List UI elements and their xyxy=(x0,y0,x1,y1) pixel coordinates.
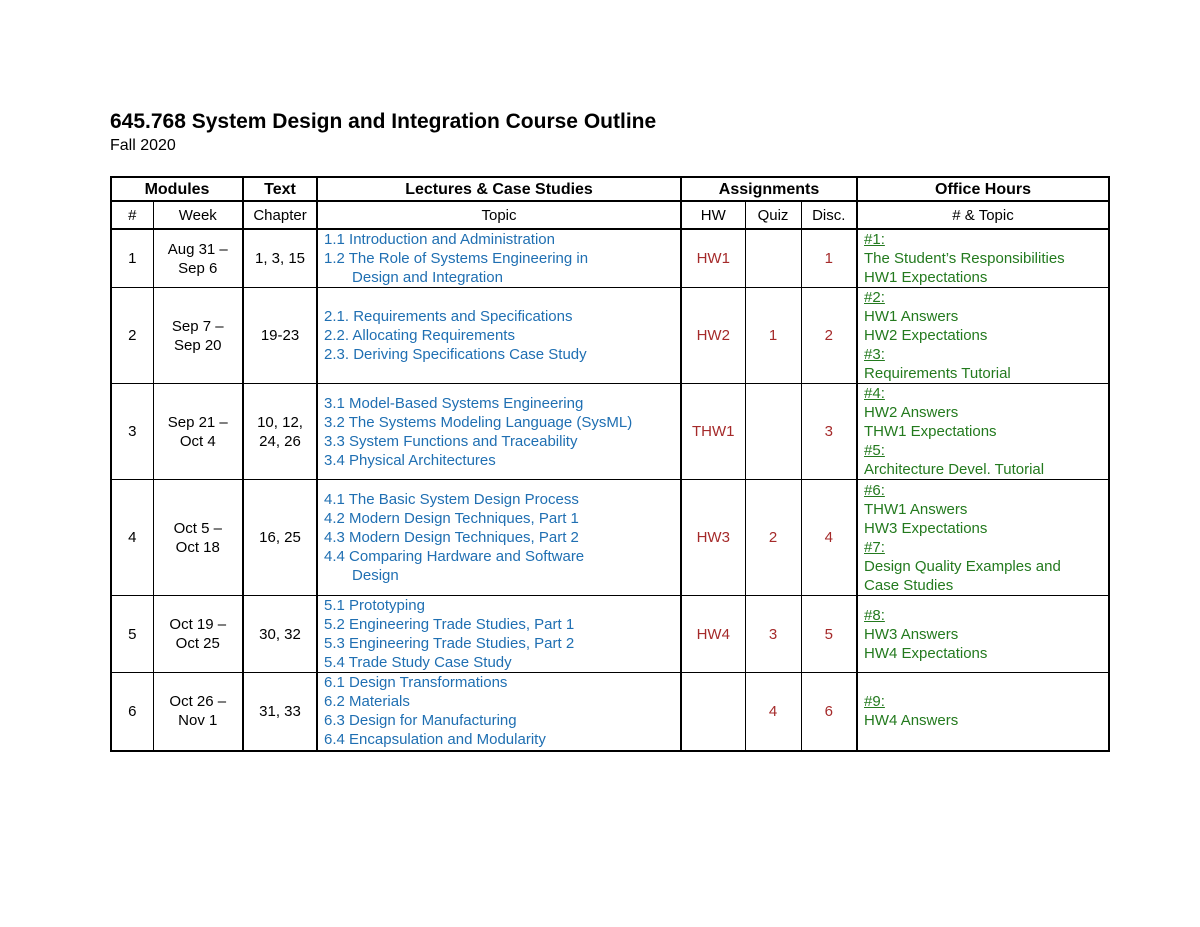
module-number: 4 xyxy=(111,480,153,596)
lecture-topic: 6.3 Design for Manufacturing xyxy=(324,712,517,730)
office-hours-line: HW4 Answers xyxy=(864,712,959,730)
week-line: Sep 7 – xyxy=(171,317,224,335)
lecture-topic: 4.2 Modern Design Techniques, Part 1 xyxy=(324,510,579,527)
text-chapters xyxy=(243,384,317,480)
quiz-cell xyxy=(745,229,801,288)
table-row xyxy=(111,384,1109,480)
office-hours-cell xyxy=(857,596,1109,673)
chapter-line: 31, 33 xyxy=(259,702,301,720)
office-hours-line: #2: xyxy=(864,289,885,306)
discussion-cell: 1 xyxy=(801,229,857,288)
week-line: Oct 25 xyxy=(175,635,220,652)
week-line: Aug 31 – xyxy=(167,240,228,258)
module-week xyxy=(153,288,243,384)
lecture-topics xyxy=(317,288,681,384)
table-row xyxy=(111,673,1109,751)
week-line: Sep 21 – xyxy=(167,413,228,431)
quiz-cell: 3 xyxy=(745,596,801,673)
text-chapters xyxy=(243,229,317,288)
group-header-row xyxy=(111,177,1109,201)
week-line: Sep 20 xyxy=(173,336,222,354)
group-lectures: Lectures & Case Studies xyxy=(317,177,681,201)
module-number: 6 xyxy=(111,673,153,751)
week-line: Oct 4 xyxy=(179,432,216,450)
homework-cell: THW1 xyxy=(681,384,745,480)
group-modules: Modules xyxy=(111,177,243,201)
lecture-topic: 5.3 Engineering Trade Studies, Part 2 xyxy=(324,635,575,652)
document-page xyxy=(110,110,1108,749)
module-week xyxy=(153,384,243,480)
office-hours-line: #7: xyxy=(864,538,885,556)
col-chapter: Chapter xyxy=(243,201,317,229)
lecture-topic: 6.4 Encapsulation and Modularity xyxy=(324,731,546,749)
module-number: 3 xyxy=(111,384,153,480)
office-hours-line: #6: xyxy=(864,481,885,499)
office-hours-line: HW1 Expectations xyxy=(864,269,988,286)
office-hours-cell xyxy=(857,673,1109,751)
lecture-topic: 6.1 Design Transformations xyxy=(324,674,508,692)
homework-cell: HW2 xyxy=(681,288,745,384)
page-title: 645.768 System Design and Integration Course Outline xyxy=(110,110,657,133)
lecture-topic: 2.1. Requirements and Specifications xyxy=(324,308,573,325)
lecture-topic: 2.2. Allocating Requirements xyxy=(324,327,515,344)
chapter-line: 19-23 xyxy=(260,327,300,344)
lecture-topic: 6.2 Materials xyxy=(324,693,410,711)
office-hours-cell xyxy=(857,384,1109,480)
office-hours-line: THW1 Expectations xyxy=(864,423,997,440)
office-hours-line: HW2 Answers xyxy=(864,404,959,421)
column-header-row xyxy=(111,201,1109,229)
office-hours-line: THW1 Answers xyxy=(864,500,968,518)
module-week xyxy=(153,673,243,751)
module-week xyxy=(153,480,243,596)
lecture-topic: 4.1 The Basic System Design Process xyxy=(324,491,579,508)
discussion-cell: 2 xyxy=(801,288,857,384)
lecture-topic: 3.1 Model-Based Systems Engineering xyxy=(324,394,584,412)
office-hours-line: HW3 Answers xyxy=(864,625,959,643)
office-hours-line: Requirements Tutorial xyxy=(864,365,1011,382)
group-text: Text xyxy=(243,177,317,201)
table-row xyxy=(111,480,1109,596)
lecture-topic: 5.4 Trade Study Case Study xyxy=(324,654,512,671)
module-week xyxy=(153,596,243,673)
lecture-topic: 1.2 The Role of Systems Engineering in xyxy=(324,250,589,267)
col-topic: Topic xyxy=(317,201,681,229)
table-row xyxy=(111,288,1109,384)
office-hours-line: #3: xyxy=(864,346,885,363)
lecture-topics xyxy=(317,480,681,596)
discussion-cell: 6 xyxy=(801,673,857,751)
lecture-topic: 1.1 Introduction and Administration xyxy=(324,231,555,248)
office-hours-line: HW4 Expectations xyxy=(864,644,988,662)
quiz-cell xyxy=(745,384,801,480)
discussion-cell: 4 xyxy=(801,480,857,596)
office-hours-line: Design Quality Examples and xyxy=(864,557,1061,575)
table-row xyxy=(111,596,1109,673)
office-hours-line: The Student’s Responsibilities xyxy=(864,250,1065,267)
lecture-topics xyxy=(317,384,681,480)
office-hours-line: #8: xyxy=(864,606,885,624)
lecture-topic: 3.2 The Systems Modeling Language (SysML) xyxy=(324,413,633,431)
week-line: Nov 1 xyxy=(178,712,218,730)
module-number: 1 xyxy=(111,229,153,288)
week-line: Oct 5 – xyxy=(173,519,222,537)
text-chapters xyxy=(243,480,317,596)
lecture-topic: 5.2 Engineering Trade Studies, Part 1 xyxy=(324,616,575,633)
homework-cell: HW3 xyxy=(681,480,745,596)
module-number: 5 xyxy=(111,596,153,673)
quiz-cell: 2 xyxy=(745,480,801,596)
week-line: Sep 6 xyxy=(178,259,218,277)
chapter-line: 16, 25 xyxy=(259,529,301,546)
table-row xyxy=(111,229,1109,288)
homework-cell xyxy=(681,673,745,751)
office-hours-cell xyxy=(857,288,1109,384)
lecture-topic: 4.3 Modern Design Techniques, Part 2 xyxy=(324,529,579,546)
lecture-topic: 5.1 Prototyping xyxy=(324,597,425,614)
homework-cell: HW4 xyxy=(681,596,745,673)
course-outline-table xyxy=(110,176,1110,752)
office-hours-line: #5: xyxy=(864,442,885,459)
col-num: # xyxy=(111,201,153,229)
module-number: 2 xyxy=(111,288,153,384)
discussion-cell: 5 xyxy=(801,596,857,673)
office-hours-line: HW1 Answers xyxy=(864,308,959,325)
lecture-topic: 3.3 System Functions and Traceability xyxy=(324,432,578,450)
group-office-hours: Office Hours xyxy=(857,177,1109,201)
col-disc: Disc. xyxy=(801,201,857,229)
office-hours-line: Architecture Devel. Tutorial xyxy=(864,461,1045,478)
office-hours-line: #9: xyxy=(864,693,885,711)
chapter-line: 1, 3, 15 xyxy=(254,250,306,267)
col-hw: HW xyxy=(681,201,745,229)
lecture-topics xyxy=(317,229,681,288)
group-assignments: Assignments xyxy=(681,177,857,201)
text-chapters xyxy=(243,288,317,384)
lecture-topic: 2.3. Deriving Specifications Case Study xyxy=(324,346,587,363)
lecture-topic: 3.4 Physical Architectures xyxy=(324,451,496,469)
quiz-cell: 4 xyxy=(745,673,801,751)
week-line: Oct 19 – xyxy=(169,616,227,633)
quiz-cell: 1 xyxy=(745,288,801,384)
lecture-topic: 4.4 Comparing Hardware and Software xyxy=(324,548,585,565)
week-line: Oct 26 – xyxy=(169,693,227,711)
col-office-topic: # & Topic xyxy=(857,201,1109,229)
lecture-topic: Design xyxy=(352,567,399,584)
office-hours-line: HW2 Expectations xyxy=(864,327,988,344)
week-line: Oct 18 xyxy=(175,538,220,556)
chapter-line: 24, 26 xyxy=(259,432,301,450)
chapter-line: 10, 12, xyxy=(257,413,303,431)
text-chapters xyxy=(243,673,317,751)
lecture-topic: Design and Integration xyxy=(352,269,503,286)
lecture-topics xyxy=(317,673,681,751)
chapter-line: 30, 32 xyxy=(259,625,301,643)
office-hours-line: Case Studies xyxy=(864,576,954,594)
col-week: Week xyxy=(153,201,243,229)
discussion-cell: 3 xyxy=(801,384,857,480)
lecture-topics xyxy=(317,596,681,673)
office-hours-line: HW3 Expectations xyxy=(864,519,988,537)
office-hours-cell xyxy=(857,229,1109,288)
office-hours-line: #4: xyxy=(864,385,885,402)
office-hours-line: #1: xyxy=(864,231,885,248)
module-week xyxy=(153,229,243,288)
text-chapters xyxy=(243,596,317,673)
homework-cell: HW1 xyxy=(681,229,745,288)
col-quiz: Quiz xyxy=(745,201,801,229)
office-hours-cell xyxy=(857,480,1109,596)
page-subtitle: Fall 2020 xyxy=(110,137,176,154)
